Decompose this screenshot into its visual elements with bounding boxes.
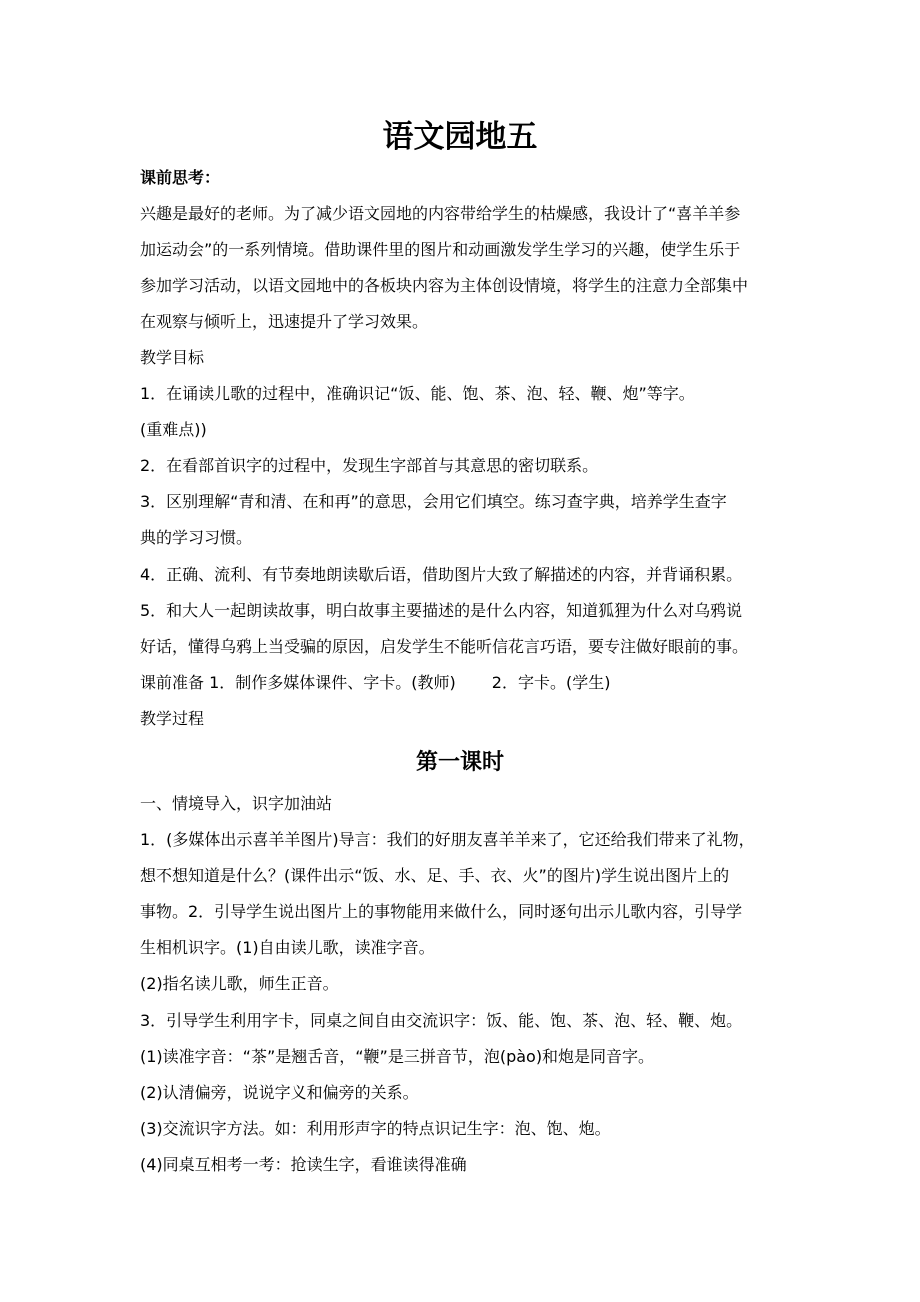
process-label: 教学过程 xyxy=(140,709,205,728)
goal-line: (重难点)) xyxy=(140,420,207,439)
lesson-line: 生相机识字。(1)自由读儿歌，读准字音。 xyxy=(140,938,435,957)
lesson-line: (2)认清偏旁，说说字义和偏旁的关系。 xyxy=(140,1083,419,1102)
goals-label: 教学目标 xyxy=(140,348,205,367)
goal-line: 3．区别理解“青和清、在和再”的意思，会用它们填空。练习查字典，培养学生查字 xyxy=(140,492,727,511)
lesson-line: (1)读准字音：“茶”是翘舌音，“鞭”是三拼音节，泡(pào)和炮是同音字。 xyxy=(140,1047,655,1066)
paragraph-line: 参加学习活动，以语文园地中的各板块内容为主体创设情境，将学生的注意力全部集中 xyxy=(140,276,749,295)
lesson-line: (2)指名读儿歌，师生正音。 xyxy=(140,974,339,993)
paragraph-line: 加运动会”的一系列情境。借助课件里的图片和动画激发学生学习的兴趣，使学生乐于 xyxy=(140,240,741,259)
goal-line: 好话，懂得乌鸦上当受骗的原因，启发学生不能听信花言巧语，要专注做好眼前的事。 xyxy=(140,637,749,656)
prep-teacher: 课前准备 1．制作多媒体课件、字卡。(教师) xyxy=(140,673,456,692)
lesson-line: (4)同桌互相考一考：抢读生字，看谁读得准确 xyxy=(140,1155,467,1174)
prep-line xyxy=(140,665,790,701)
lesson-line: 事物。2．引导学生说出图片上的事物能用来做什么，同时逐句出示儿歌内容，引导学 xyxy=(140,902,743,921)
goal-line: 1．在诵读儿歌的过程中，准确识记“饭、能、饱、茶、泡、轻、鞭、炮”等字。 xyxy=(140,384,695,403)
paragraph-line: 在观察与倾听上，迅速提升了学习效果。 xyxy=(140,312,429,331)
lesson-line: (3)交流识字方法。如：利用形声字的特点识记生字：泡、饱、炮。 xyxy=(140,1119,611,1138)
prep-student: 2．字卡。(学生) xyxy=(491,673,611,692)
goal-line: 4．正确、流利、有节奏地朗读歇后语，借助图片大致了解描述的内容，并背诵积累。 xyxy=(140,565,743,584)
lesson-line: 1．(多媒体出示喜羊羊图片)导言：我们的好朋友喜羊羊来了，它还给我们带来了礼物， xyxy=(140,830,755,849)
lesson-line: 想不想知道是什么？(课件出示“饭、水、足、手、衣、火”的图片)学生说出图片上的 xyxy=(140,866,730,885)
document-title: 语文园地五 xyxy=(382,119,538,155)
lesson-line: 3．引导学生利用字卡，同桌之间自由交流识字：饭、能、饱、茶、泡、轻、鞭、炮。 xyxy=(140,1011,743,1030)
lesson-heading: 第一课时 xyxy=(415,749,504,775)
goal-line: 2．在看部首识字的过程中，发现生字部首与其意思的密切联系。 xyxy=(140,456,599,475)
pre-think-label: 课前思考： xyxy=(140,168,221,187)
lesson-line: 一、情境导入，识字加油站 xyxy=(140,794,333,813)
goal-line: 典的学习习惯。 xyxy=(140,528,253,547)
paragraph-line: 兴趣是最好的老师。为了减少语文园地的内容带给学生的枯燥感，我设计了“喜羊羊参 xyxy=(140,204,741,223)
goal-line: 5．和大人一起朗读故事，明白故事主要描述的是什么内容，知道狐狸为什么对乌鸦说 xyxy=(140,601,743,620)
